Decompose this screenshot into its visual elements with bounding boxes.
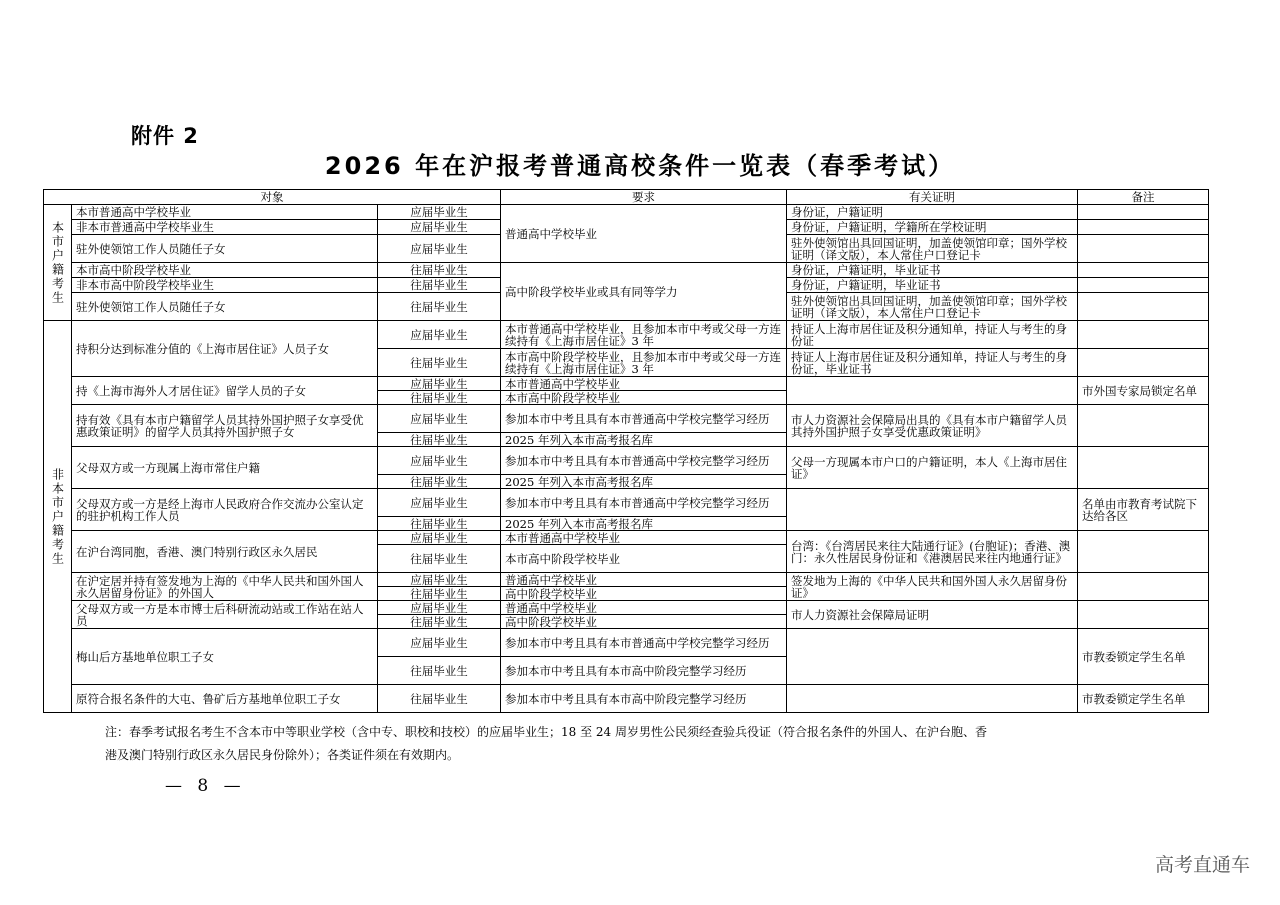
- row-proof: 身份证，户籍证明，毕业证书: [787, 263, 1078, 278]
- row-remark: [1078, 321, 1209, 349]
- row-type: 往届毕业生: [378, 391, 501, 405]
- table-row: [44, 531, 1209, 545]
- row-requirement: 高中阶段学校毕业: [501, 615, 787, 629]
- row-requirement: 普通高中学校毕业: [501, 601, 787, 615]
- table-row: [44, 447, 1209, 475]
- row-proof: 持证人上海市居住证及积分通知单，持证人与考生的身份证，毕业证书: [787, 349, 1078, 377]
- table-row: [44, 573, 1209, 587]
- row-requirement: 高中阶段学校毕业或具有同等学力: [501, 263, 787, 321]
- row-object: 持有效《具有本市户籍留学人员其持外国护照子女享受优惠政策证明》的留学人员其持外国护照子女: [72, 405, 378, 447]
- row-remark: [1078, 601, 1209, 629]
- header-requirement: 要求: [501, 190, 787, 205]
- table-row: [44, 685, 1209, 713]
- row-type: 往届毕业生: [378, 545, 501, 573]
- row-requirement: 本市高中阶段学校毕业: [501, 545, 787, 573]
- row-object: 本市普通高中学校毕业: [72, 205, 378, 220]
- row-type: 应届毕业生: [378, 377, 501, 391]
- row-object: 梅山后方基地单位职工子女: [72, 629, 378, 685]
- row-proof: [787, 685, 1078, 713]
- table-row: [44, 405, 1209, 433]
- row-requirement: 2025 年列入本市高考报名库: [501, 517, 787, 531]
- footnote-line: 港及澳门特别行政区永久居民身份除外）；各类证件须在有效期内。: [105, 748, 460, 762]
- footnote: [105, 721, 1145, 767]
- header-remark: 备注: [1078, 190, 1209, 205]
- row-remark: [1078, 447, 1209, 489]
- row-proof: 签发地为上海的《中华人民共和国外国人永久居留身份证》: [787, 573, 1078, 601]
- row-requirement: 本市普通高中学校毕业，且参加本市中考或父母一方连续持有《上海市居住证》3 年: [501, 321, 787, 349]
- row-proof: 父母一方现属本市户口的户籍证明，本人《上海市居住证》: [787, 447, 1078, 489]
- row-proof: 市人力资源社会保障局证明: [787, 601, 1078, 629]
- row-remark: 市教委锁定学生名单: [1078, 629, 1209, 685]
- group-nonlocal-label: 非本市户籍考生: [44, 321, 72, 713]
- document-title: 2026 年在沪报考普通高校条件一览表（春季考试）: [324, 152, 956, 180]
- page-number: — 8 —: [165, 776, 241, 796]
- row-remark: [1078, 235, 1209, 263]
- row-proof: 持证人上海市居住证及积分通知单，持证人与考生的身份证: [787, 321, 1078, 349]
- table-row: [44, 377, 1209, 391]
- row-remark: [1078, 531, 1209, 573]
- row-requirement: 2025 年列入本市高考报名库: [501, 433, 787, 447]
- row-object: 本市高中阶段学校毕业: [72, 263, 378, 278]
- row-type: 应届毕业生: [378, 629, 501, 657]
- row-object: 父母双方或一方是经上海市人民政府合作交流办公室认定的驻护机构工作人员: [72, 489, 378, 531]
- row-requirement: 本市普通高中学校毕业: [501, 531, 787, 545]
- row-type: 往届毕业生: [378, 517, 501, 531]
- row-object: 父母双方或一方现属上海市常住户籍: [72, 447, 378, 489]
- row-object: 在沪定居并持有签发地为上海的《中华人民共和国外国人永久居留身份证》的外国人: [72, 573, 378, 601]
- row-type: 应届毕业生: [378, 601, 501, 615]
- row-remark: [1078, 220, 1209, 235]
- table-row: [44, 601, 1209, 615]
- table-row: [44, 629, 1209, 657]
- row-requirement: 参加本市中考且具有本市普通高中学校完整学习经历: [501, 447, 787, 475]
- row-remark: [1078, 573, 1209, 601]
- header-proof: 有关证明: [787, 190, 1078, 205]
- row-requirement: 本市普通高中学校毕业: [501, 377, 787, 391]
- row-type: 往届毕业生: [378, 685, 501, 713]
- row-object: 持积分达到标准分值的《上海市居住证》人员子女: [72, 321, 378, 377]
- row-proof: 驻外使领馆出具回国证明，加盖使领馆印章；国外学校证明（译文版），本人常住户口登记卡: [787, 293, 1078, 321]
- row-object: 父母双方或一方是本市博士后科研流动站或工作站在站人员: [72, 601, 378, 629]
- row-requirement: 高中阶段学校毕业: [501, 587, 787, 601]
- row-object: 非本市普通高中学校毕业生: [72, 220, 378, 235]
- row-type: 应届毕业生: [378, 573, 501, 587]
- row-type: 往届毕业生: [378, 278, 501, 293]
- table-row: [44, 321, 1209, 349]
- row-type: 往届毕业生: [378, 293, 501, 321]
- row-requirement: 普通高中学校毕业: [501, 573, 787, 587]
- row-type: 应届毕业生: [378, 447, 501, 475]
- row-type: 往届毕业生: [378, 587, 501, 601]
- row-requirement: 参加本市中考且具有本市普通高中学校完整学习经历: [501, 405, 787, 433]
- row-type: 往届毕业生: [378, 263, 501, 278]
- row-type: 往届毕业生: [378, 349, 501, 377]
- table-row: [44, 205, 1209, 220]
- row-requirement: 普通高中学校毕业: [501, 205, 787, 263]
- table-header-row: [44, 190, 1209, 205]
- row-proof: 驻外使领馆出具回国证明，加盖使领馆印章；国外学校证明（译文版），本人常住户口登记卡: [787, 235, 1078, 263]
- row-proof: [787, 489, 1078, 531]
- table-row: [44, 489, 1209, 517]
- row-requirement: 参加本市中考且具有本市普通高中学校完整学习经历: [501, 629, 787, 657]
- row-proof: [787, 629, 1078, 685]
- row-requirement: 参加本市中考且具有本市高中阶段完整学习经历: [501, 685, 787, 713]
- row-remark: [1078, 263, 1209, 278]
- row-remark: [1078, 405, 1209, 447]
- row-object: 驻外使领馆工作人员随任子女: [72, 293, 378, 321]
- row-requirement: 2025 年列入本市高考报名库: [501, 475, 787, 489]
- row-remark: [1078, 293, 1209, 321]
- row-remark: 市教委锁定学生名单: [1078, 685, 1209, 713]
- row-type: 往届毕业生: [378, 475, 501, 489]
- row-object: 原符合报名条件的大屯、鲁矿后方基地单位职工子女: [72, 685, 378, 713]
- row-proof: 市人力资源社会保障局出具的《具有本市户籍留学人员其持外国护照子女享受优惠政策证明》: [787, 405, 1078, 447]
- row-remark: 名单由市教育考试院下达给各区: [1078, 489, 1209, 531]
- row-object: 非本市高中阶段学校毕业生: [72, 278, 378, 293]
- footnote-line: 注：春季考试报名考生不含本市中等职业学校（含中专、职校和技校）的应届毕业生；18 至 24 周岁男性公民须经查验兵役证（符合报名条件的外国人、在沪台胞、香: [105, 725, 987, 739]
- row-remark: [1078, 349, 1209, 377]
- row-proof: 身份证，户籍证明，学籍所在学校证明: [787, 220, 1078, 235]
- row-remark: [1078, 278, 1209, 293]
- header-object: 对象: [44, 190, 501, 205]
- row-requirement: 本市高中阶段学校毕业，且参加本市中考或父母一方连续持有《上海市居住证》3 年: [501, 349, 787, 377]
- row-type: 应届毕业生: [378, 489, 501, 517]
- row-object: 驻外使领馆工作人员随任子女: [72, 235, 378, 263]
- row-proof: [787, 377, 1078, 405]
- row-requirement: 参加本市中考且具有本市高中阶段完整学习经历: [501, 657, 787, 685]
- row-type: 应届毕业生: [378, 235, 501, 263]
- row-type: 往届毕业生: [378, 615, 501, 629]
- row-remark: 市外国专家局锁定名单: [1078, 377, 1209, 405]
- row-type: 应届毕业生: [378, 205, 501, 220]
- row-proof: 身份证，户籍证明，毕业证书: [787, 278, 1078, 293]
- row-type: 应届毕业生: [378, 531, 501, 545]
- row-requirement: 参加本市中考且具有本市普通高中学校完整学习经历: [501, 489, 787, 517]
- row-requirement: 本市高中阶段学校毕业: [501, 391, 787, 405]
- attachment-label: 附件 2: [131, 124, 199, 148]
- conditions-table: [43, 189, 1209, 713]
- row-remark: [1078, 205, 1209, 220]
- row-type: 应届毕业生: [378, 220, 501, 235]
- watermark: 高考直通车: [1154, 854, 1250, 876]
- row-proof: 身份证，户籍证明: [787, 205, 1078, 220]
- row-object: 在沪台湾同胞，香港、澳门特别行政区永久居民: [72, 531, 378, 573]
- table-row: [44, 263, 1209, 278]
- row-type: 应届毕业生: [378, 405, 501, 433]
- row-type: 往届毕业生: [378, 433, 501, 447]
- row-proof: 台湾：《台湾居民来往大陆通行证》(台胞证)；香港、澳门：永久性居民身份证和《港澳居民来往内地通行证》: [787, 531, 1078, 573]
- row-type: 应届毕业生: [378, 321, 501, 349]
- row-type: 往届毕业生: [378, 657, 501, 685]
- row-object: 持《上海市海外人才居住证》留学人员的子女: [72, 377, 378, 405]
- group-local-label: 本市户籍考生: [44, 205, 72, 321]
